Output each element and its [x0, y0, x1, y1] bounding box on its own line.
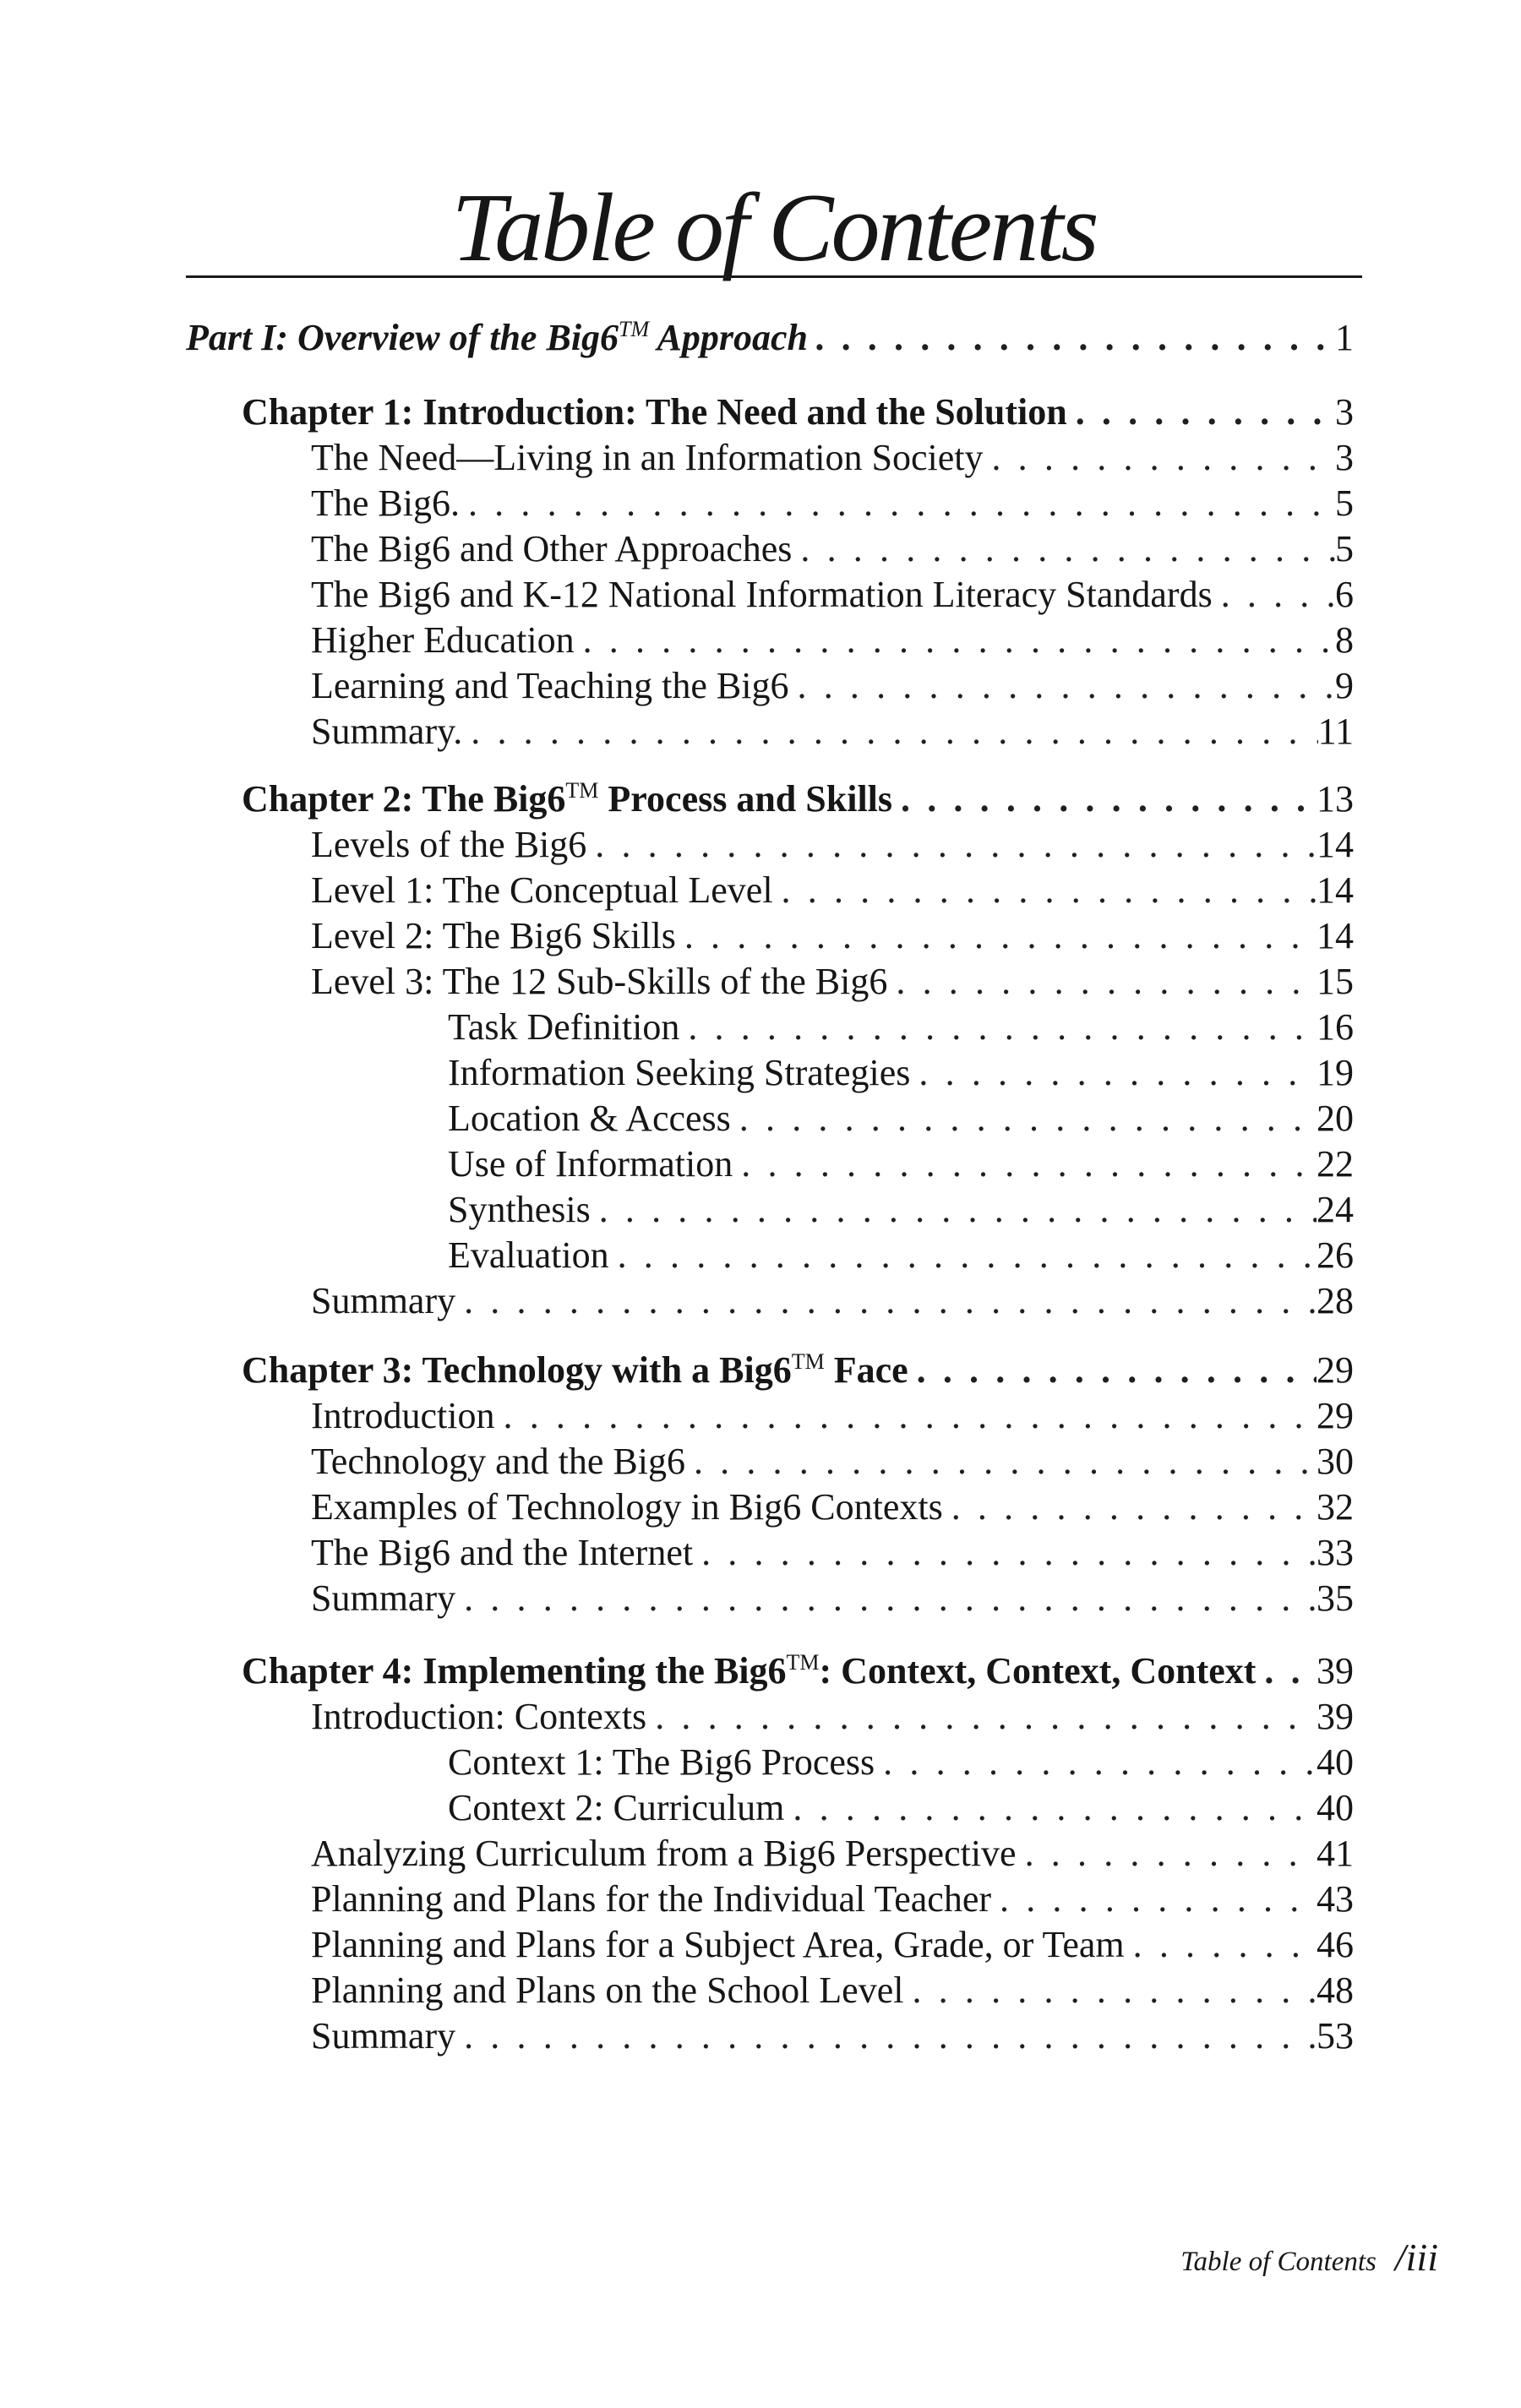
toc-page-number: 30	[1317, 1441, 1354, 1482]
toc-part-1[interactable]	[186, 314, 1354, 362]
toc-entry-label: Analyzing Curriculum from a Big6 Perspective	[311, 1833, 1017, 1874]
toc-page-number: 24	[1317, 1189, 1354, 1230]
dot-leader	[943, 1484, 1317, 1531]
toc-entry-label: Context 1: The Big6 Process	[448, 1741, 875, 1783]
toc-entry-label: Summary	[311, 1577, 456, 1619]
dot-leader	[1067, 389, 1335, 436]
dot-leader	[887, 958, 1317, 1005]
toc-entry-label: Level 3: The 12 Sub-Skills of the Big6	[311, 961, 888, 1002]
toc-subentry[interactable]	[448, 1095, 1354, 1142]
toc-entry-label: Use of Information	[448, 1143, 733, 1185]
toc-chapter-label: Chapter 2: The Big6™ Process and Skills	[242, 778, 893, 820]
dot-leader	[908, 1347, 1317, 1394]
dot-leader	[1017, 1830, 1317, 1877]
toc-entry-label: Level 2: The Big6 Skills	[311, 915, 676, 956]
dot-leader	[455, 2013, 1317, 2060]
toc-entry[interactable]	[311, 1575, 1354, 1622]
toc-entry[interactable]	[311, 708, 1354, 755]
toc-page-number: 43	[1317, 1878, 1354, 1920]
toc-page-number: 8	[1335, 619, 1354, 661]
dot-leader	[646, 1693, 1317, 1741]
toc-chapter-label: Chapter 3: Technology with a Big6™ Face	[242, 1349, 908, 1391]
dot-leader	[1213, 571, 1335, 618]
toc-entry-label: Evaluation	[448, 1234, 609, 1276]
dot-leader	[462, 708, 1317, 755]
toc-entry-label: Summary	[311, 2015, 456, 2057]
toc-entry-label: Level 1: The Conceptual Level	[311, 869, 773, 911]
dot-leader	[784, 1784, 1317, 1832]
toc-chapter-3[interactable]	[242, 1347, 1354, 1394]
title-rule	[186, 275, 1362, 278]
dot-leader	[910, 1049, 1317, 1097]
toc-page-number: 3	[1335, 437, 1354, 478]
toc-page-number: 29	[1317, 1395, 1354, 1436]
toc-entry-label: Context 2: Curriculum	[448, 1787, 785, 1828]
dot-leader	[591, 1186, 1317, 1234]
toc-subentry[interactable]	[448, 1784, 1354, 1832]
page-title: Table of Contents	[451, 174, 1097, 282]
toc-subentry[interactable]	[448, 1141, 1354, 1188]
toc-subentry[interactable]	[448, 1232, 1354, 1279]
toc-page-number: 28	[1317, 1280, 1354, 1321]
toc-entry[interactable]	[311, 617, 1354, 664]
toc-page-number: 26	[1317, 1234, 1354, 1276]
toc-page-number: 9	[1335, 665, 1354, 706]
toc-entry-label: Learning and Teaching the Big6	[311, 665, 789, 706]
toc-entry[interactable]	[311, 1484, 1354, 1531]
toc-page-number: 1	[1335, 317, 1354, 358]
toc-chapter-2[interactable]	[242, 776, 1354, 823]
toc-entry-label: The Big6 and Other Approaches	[311, 528, 793, 569]
page-footer	[1180, 2235, 1438, 2285]
toc-page-number: 6	[1335, 574, 1354, 615]
toc-chapter-4[interactable]	[242, 1648, 1354, 1695]
toc-page-number: 14	[1317, 824, 1354, 865]
toc-entry[interactable]	[311, 480, 1354, 527]
dot-leader	[808, 314, 1335, 362]
dot-leader	[991, 1876, 1317, 1923]
toc-entry-label: The Big6 and K-12 National Information Literacy Standards	[311, 574, 1213, 615]
toc-entry-label: Technology and the Big6	[311, 1441, 685, 1482]
toc-page-number: 15	[1317, 961, 1354, 1002]
toc-subentry[interactable]	[448, 1004, 1354, 1051]
toc-entry[interactable]	[311, 1392, 1354, 1440]
toc-entry-label: Summary	[311, 1280, 456, 1321]
toc-entry-label: Introduction: Contexts	[311, 1696, 647, 1737]
toc-entry[interactable]	[311, 1438, 1354, 1485]
toc-entry[interactable]	[311, 2013, 1354, 2060]
toc-subentry[interactable]	[448, 1186, 1354, 1234]
toc-entry-label: Planning and Plans on the School Level	[311, 1969, 904, 2011]
toc-entry[interactable]	[311, 1278, 1354, 1325]
toc-page-number: 11	[1317, 711, 1354, 752]
toc-page-number: 5	[1335, 528, 1354, 569]
toc-entry[interactable]	[311, 913, 1354, 960]
toc-entry[interactable]	[311, 571, 1354, 618]
toc-page-number: 39	[1317, 1650, 1354, 1692]
toc-entry[interactable]	[311, 1967, 1354, 2014]
toc-entry[interactable]	[311, 1529, 1354, 1577]
dot-leader	[892, 776, 1317, 823]
toc-entry[interactable]	[311, 1876, 1354, 1923]
toc-page-number: 22	[1317, 1143, 1354, 1185]
dot-leader	[733, 1141, 1317, 1188]
toc-page-number: 48	[1317, 1969, 1354, 2011]
toc-page-number: 40	[1317, 1741, 1354, 1783]
dot-leader	[460, 480, 1335, 527]
toc-page-number: 40	[1317, 1787, 1354, 1828]
toc-entry[interactable]	[311, 821, 1354, 869]
toc-page-number: 29	[1317, 1349, 1354, 1391]
toc-page-number: 3	[1335, 391, 1354, 433]
toc-page-number: 5	[1335, 482, 1354, 524]
footer-page-number: /iii	[1394, 2236, 1438, 2279]
toc-entry-label: Information Seeking Strategies	[448, 1052, 911, 1093]
dot-leader	[875, 1739, 1317, 1786]
toc-page-number: 39	[1317, 1696, 1354, 1737]
toc-page-number: 19	[1317, 1052, 1354, 1093]
dot-leader	[455, 1575, 1317, 1622]
footer-label: Table of Contents	[1180, 2247, 1377, 2277]
toc-entry[interactable]	[311, 958, 1354, 1005]
dot-leader	[495, 1392, 1317, 1440]
toc-page-number: 46	[1317, 1924, 1354, 1965]
toc-entry[interactable]	[311, 662, 1354, 710]
toc-entry-label: Location & Access	[448, 1098, 731, 1139]
toc-page-number: 20	[1317, 1098, 1354, 1139]
toc-entry[interactable]	[311, 1830, 1354, 1877]
toc-subentry[interactable]	[448, 1739, 1354, 1786]
dot-leader	[983, 434, 1335, 482]
toc-page-number: 14	[1317, 915, 1354, 956]
toc-entry-label: Planning and Plans for the Individual Teacher	[311, 1878, 992, 1920]
toc-entry[interactable]	[311, 1921, 1354, 1969]
toc-page-number: 13	[1317, 778, 1354, 820]
toc-entry[interactable]	[311, 1693, 1354, 1741]
toc-entry[interactable]	[311, 526, 1354, 573]
toc-entry-label: The Big6.	[311, 482, 460, 524]
dot-leader	[903, 1967, 1317, 2014]
toc-entry-label: Levels of the Big6	[311, 824, 587, 865]
toc-page-number: 33	[1317, 1532, 1354, 1573]
toc-entry[interactable]	[311, 867, 1354, 914]
dot-leader	[676, 913, 1317, 960]
dot-leader	[1256, 1648, 1317, 1695]
toc-entry-label: The Big6 and the Internet	[311, 1532, 694, 1573]
toc-entry-label: Examples of Technology in Big6 Contexts	[311, 1486, 943, 1528]
dot-leader	[575, 617, 1335, 664]
toc-page-number: 32	[1317, 1486, 1354, 1528]
dot-leader	[693, 1529, 1317, 1577]
dot-leader	[789, 662, 1336, 710]
dot-leader	[1125, 1921, 1317, 1969]
toc-page-number: 14	[1317, 869, 1354, 911]
dot-leader	[685, 1438, 1317, 1485]
toc-entry-label: Planning and Plans for a Subject Area, Grade, or Team	[311, 1924, 1125, 1965]
dot-leader	[609, 1232, 1317, 1279]
dot-leader	[792, 526, 1335, 573]
toc-page-number: 41	[1317, 1833, 1354, 1874]
toc-chapter-1[interactable]	[242, 389, 1354, 436]
dot-leader	[586, 821, 1317, 869]
dot-leader	[773, 867, 1317, 914]
toc-chapter-label: Chapter 1: Introduction: The Need and the Solution	[242, 391, 1067, 433]
toc-entry-label: Task Definition	[448, 1006, 680, 1048]
toc-chapter-label: Chapter 4: Implementing the Big6™: Context, Context, Context	[242, 1650, 1257, 1692]
dot-leader	[679, 1004, 1317, 1051]
toc-page-number: 53	[1317, 2015, 1354, 2057]
toc-entry-label: Summary.	[311, 711, 463, 752]
dot-leader	[731, 1095, 1317, 1142]
dot-leader	[455, 1278, 1317, 1325]
toc-entry[interactable]	[311, 434, 1354, 482]
toc-entry-label: Synthesis	[448, 1189, 591, 1230]
toc-part-label: Part I: Overview of the Big6™ Approach	[186, 317, 809, 358]
toc-page-number: 16	[1317, 1006, 1354, 1048]
toc-entry-label: Higher Education	[311, 619, 575, 661]
toc-entry-label: The Need—Living in an Information Society	[311, 437, 984, 478]
toc-subentry[interactable]	[448, 1049, 1354, 1097]
toc-page-number: 35	[1317, 1577, 1354, 1619]
toc-entry-label: Introduction	[311, 1395, 495, 1436]
